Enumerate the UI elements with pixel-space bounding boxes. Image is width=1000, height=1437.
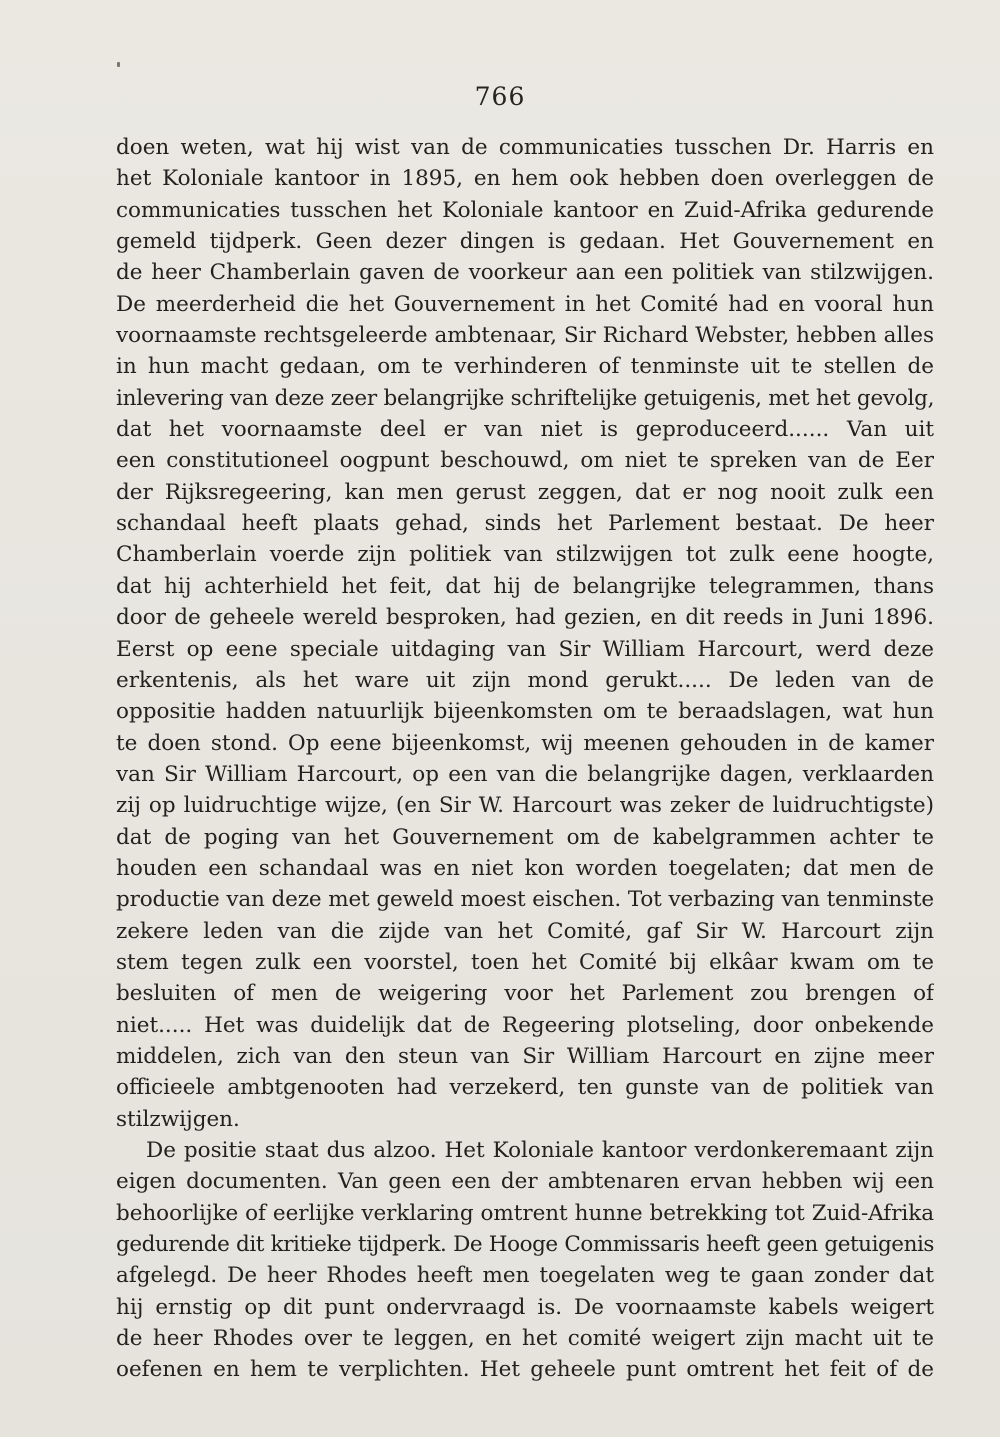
paper-speck: [117, 62, 120, 67]
body-text: [116, 132, 934, 1386]
text-line: oppositie hadden natuurlijk bijeenkomsten om te beraadslagen, wat hun: [116, 699, 934, 725]
page-number: 766: [474, 82, 526, 111]
text-line: De positie staat dus alzoo. Het Koloniale kantoor verdonkeremaant zijn: [146, 1138, 934, 1163]
text-line: besluiten of men de weigering voor het Parlement zou brengen of: [116, 981, 934, 1007]
text-line: dat het voornaamste deel er van niet is geproduceerd...... Van uit: [116, 417, 934, 443]
text-line: voornaamste rechtsgeleerde ambtenaar, Sir Richard Webster, hebben alles: [116, 323, 934, 349]
text-line: afgelegd. De heer Rhodes heeft men toegelaten weg te gaan zonder dat: [116, 1263, 934, 1289]
text-line: erkentenis, als het ware uit zijn mond gerukt..... De leden van de: [116, 667, 934, 693]
text-line: zij op luidruchtige wijze, (en Sir W. Harcourt was zeker de luidruchtigste): [116, 793, 934, 819]
text-line: het Koloniale kantoor in 1895, en hem ook hebben doen overleggen de: [116, 166, 934, 192]
text-line: dat de poging van het Gouvernement om de kabelgrammen achter te: [116, 824, 934, 850]
text-line: behoorlijke of eerlijke verklaring omtrent hunne betrekking tot Zuid-Afrika: [116, 1200, 934, 1226]
text-line: eigen documenten. Van geen een der ambtenaren ervan hebben wij een: [116, 1169, 934, 1195]
text-line: communicaties tusschen het Koloniale kantoor en Zuid-Afrika gedurende: [116, 197, 934, 223]
text-line: zekere leden van die zijde van het Comité, gaf Sir W. Harcourt zijn: [116, 918, 934, 944]
text-line: de heer Rhodes over te leggen, en het comité weigert zijn macht uit te: [116, 1326, 934, 1352]
text-line: Chamberlain voerde zijn politiek van stilzwijgen tot zulk eene hoogte,: [116, 542, 934, 568]
text-line: middelen, zich van den steun van Sir William Harcourt en zijne meer: [116, 1043, 934, 1069]
text-line: Eerst op eene speciale uitdaging van Sir William Harcourt, werd deze: [116, 636, 934, 662]
text-line: doen weten, wat hij wist van de communicaties tusschen Dr. Harris en: [116, 135, 934, 160]
text-line: door de geheele wereld besproken, had gezien, en dit reeds in Juni 1896.: [116, 605, 934, 631]
text-line: niet..... Het was duidelijk dat de Regeering plotseling, door onbekende: [116, 1012, 934, 1038]
text-line: gedurende dit kritieke tijdperk. De Hooge Commissaris heeft geen getuigenis: [116, 1232, 934, 1258]
text-line: gemeld tijdperk. Geen dezer dingen is gedaan. Het Gouvernement en: [116, 229, 934, 255]
text-line: stilzwijgen.: [116, 1106, 240, 1132]
text-line: officieele ambtgenooten had verzekerd, ten gunste van de politiek van: [116, 1075, 934, 1101]
text-line: de heer Chamberlain gaven de voorkeur aan een politiek van stilzwijgen.: [116, 260, 934, 286]
text-line: in hun macht gedaan, om te verhinderen of tenminste uit te stellen de: [116, 354, 934, 380]
text-line: van Sir William Harcourt, op een van die belangrijke dagen, verklaarden: [116, 761, 934, 787]
text-line: productie van deze met geweld moest eischen. Tot verbazing van tenminste: [116, 887, 934, 913]
text-line: hij ernstig op dit punt ondervraagd is. De voornaamste kabels weigert: [116, 1294, 934, 1320]
text-line: schandaal heeft plaats gehad, sinds het Parlement bestaat. De heer: [116, 511, 934, 537]
text-line: oefenen en hem te verplichten. Het geheele punt omtrent het feit of de: [116, 1357, 934, 1383]
text-line: te doen stond. Op eene bijeenkomst, wij meenen gehouden in de kamer: [116, 730, 934, 756]
text-line: stem tegen zulk een voorstel, toen het Comité bij elkâar kwam om te: [116, 949, 934, 975]
text-line: een constitutioneel oogpunt beschouwd, om niet te spreken van de Eer: [116, 448, 934, 474]
text-line: De meerderheid die het Gouvernement in het Comité had en vooral hun: [116, 291, 934, 317]
text-line: der Rijksregeering, kan men gerust zeggen, dat er nog nooit zulk een: [116, 479, 934, 505]
text-line: inlevering van deze zeer belangrijke schriftelijke getuigenis, met het gevolg,: [116, 385, 934, 411]
text-line: dat hij achterhield het feit, dat hij de belangrijke telegrammen, thans: [116, 573, 934, 599]
text-line: houden een schandaal was en niet kon worden toegelaten; dat men de: [116, 855, 934, 881]
